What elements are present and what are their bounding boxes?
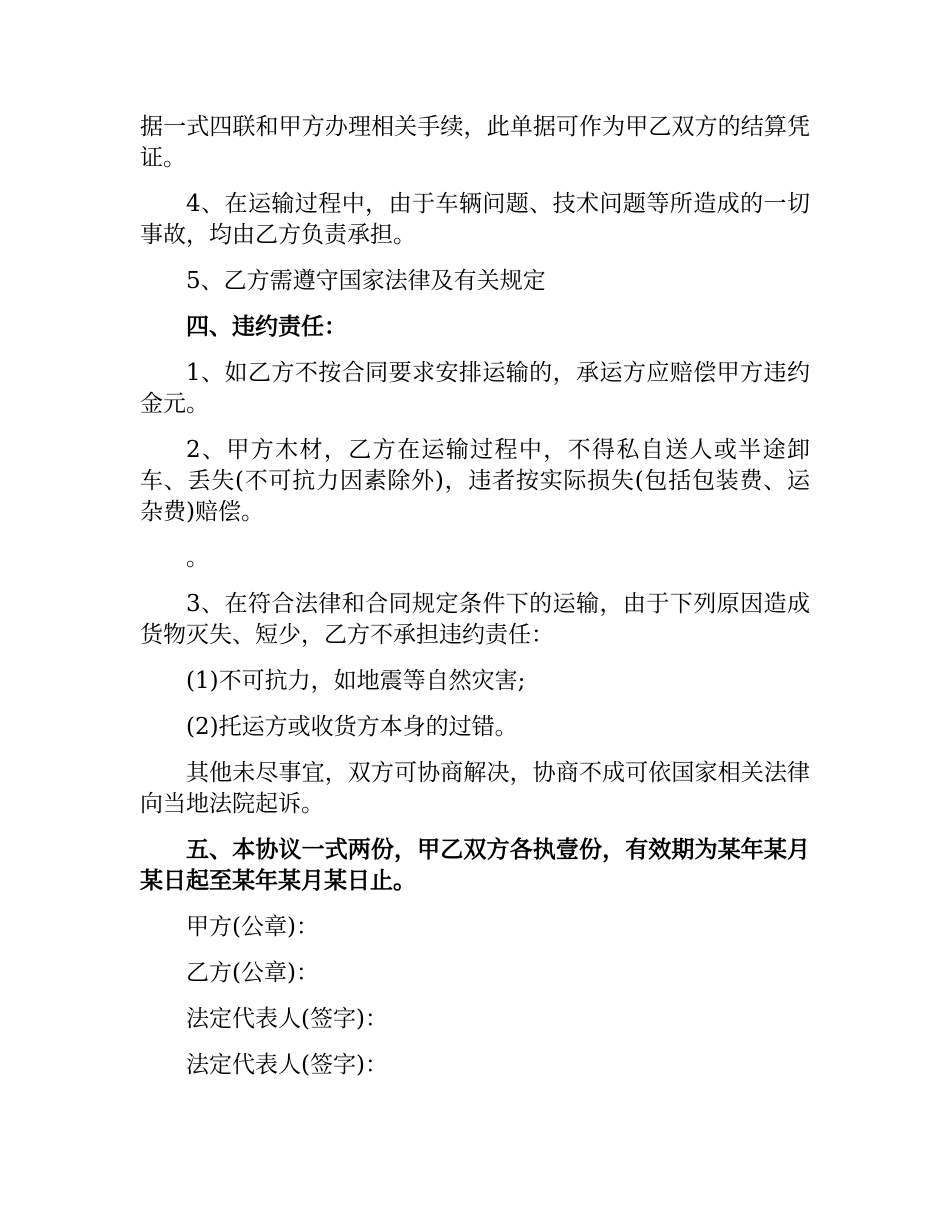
section-heading-breach-liability: 四、违约责任： <box>186 314 347 340</box>
paragraph-other-matters: 其他未尽事宜，双方可协商解决，协商不成可依国家相关法律向当地法院起诉。 <box>140 760 810 817</box>
signature-party-b-seal: 乙方(公章)： <box>186 960 319 986</box>
document-page <box>140 112 810 1096</box>
paragraph-breach-clause-3: 3、在符合法律和合同规定条件下的运输，由于下列原因造成货物灭失、短少，乙方不承担违约责任： <box>140 591 810 648</box>
signature-legal-rep-2: 法定代表人(签字)： <box>186 1052 388 1078</box>
paragraph-exemption-1: (1)不可抗力，如地震等自然灾害; <box>186 668 526 694</box>
section-heading-agreement-copies: 五、本协议一式两份，甲乙双方各执壹份，有效期为某年某月某日起至某年某月某日止。 <box>140 837 810 894</box>
paragraph-breach-clause-2: 2、甲方木材，乙方在运输过程中，不得私自送人或半途卸车、丢失(不可抗力因素除外)，违者按实际损失(包括包装费、运杂费)赔偿。 <box>140 437 810 525</box>
paragraph-clause-5-laws: 5、乙方需遵守国家法律及有关规定 <box>186 268 546 294</box>
paragraph-clause-4-accidents: 4、在运输过程中，由于车辆问题、技术问题等所造成的一切事故，均由乙方负责承担。 <box>140 191 810 248</box>
paragraph-settlement-voucher: 据一式四联和甲方办理相关手续，此单据可作为甲乙双方的结算凭证。 <box>140 114 810 171</box>
paragraph-stray-period: 。 <box>186 545 209 571</box>
signature-party-a-seal: 甲方(公章)： <box>186 914 319 940</box>
paragraph-breach-clause-1: 1、如乙方不按合同要求安排运输的，承运方应赔偿甲方违约金元。 <box>140 360 810 417</box>
signature-legal-rep-1: 法定代表人(签字)： <box>186 1006 388 1032</box>
paragraph-exemption-2: (2)托运方或收货方本身的过错。 <box>186 714 518 740</box>
